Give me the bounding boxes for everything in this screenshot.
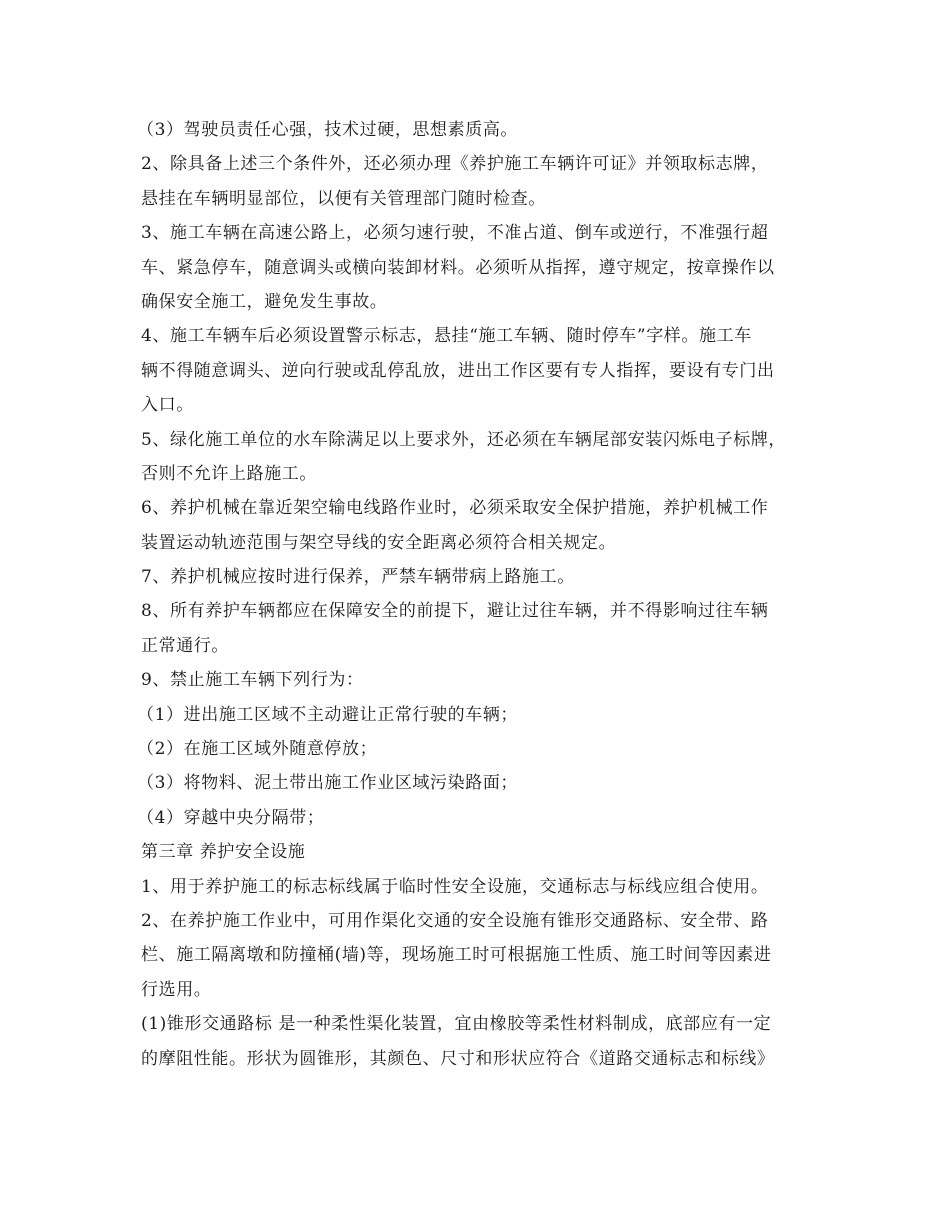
- text-line: （2）在施工区域外随意停放；: [137, 739, 378, 760]
- text-line: （3）驾驶员责任心强，技术过硬，思想素质高。: [137, 120, 519, 140]
- text-line: 2、在养护施工作业中，可用作渠化交通的安全设施有锥形交通路标、安全带、路: [141, 910, 769, 931]
- text-line: 悬挂在车辆明显部位，以便有关管理部门随时检查。: [141, 188, 546, 209]
- text-line: 辆不得随意调头、逆向行驶或乱停乱放，进出工作区要有专人指挥，要设有专门出: [141, 360, 775, 381]
- text-line: (1)锥形交通路标 是一种柔性渠化装置，宜由橡胶等柔性材料制成，底部应有一定: [141, 1014, 772, 1035]
- text-line: 确保安全施工，避免发生事故。: [141, 291, 388, 312]
- chapter-heading: 第三章 养护安全设施: [141, 842, 306, 863]
- text-line: 8、所有养护车辆都应在保障安全的前提下，避让过往车辆，并不得影响过往车辆: [141, 601, 769, 622]
- text-line: 装置运动轨迹范围与架空导线的安全距离必须符合相关规定。: [141, 532, 617, 553]
- text-line: 否则不允许上路施工。: [141, 463, 317, 484]
- text-line: 栏、施工隔离墩和防撞桶(墙)等，现场施工时可根据施工性质、施工时间等因素进: [141, 945, 772, 966]
- text-line: 的摩阻性能。形状为圆锥形，其颜色、尺寸和形状应符合《道路交通标志和标线》: [141, 1048, 775, 1069]
- text-line: 4、施工车辆车后必须设置警示标志，悬挂“施工车辆、随时停车”字样。施工车: [141, 326, 752, 347]
- text-line: （1）进出施工区域不主动避让正常行驶的车辆；: [137, 704, 519, 725]
- text-line: 2、除具备上述三个条件外，还必须办理《养护施工车辆许可证》并领取标志牌，: [141, 154, 769, 175]
- text-line: 7、养护机械应按时进行保养，严禁车辆带病上路施工。: [141, 567, 575, 588]
- text-line: 6、养护机械在靠近架空输电线路作业时，必须采取安全保护措施，养护机械工作: [141, 498, 769, 519]
- text-line: 车、紧急停车，随意调头或横向装卸材料。必须听从指挥，遵守规定，按章操作以: [141, 257, 775, 278]
- text-line: 5、绿化施工单位的水车除满足以上要求外，还必须在车辆尾部安装闪烁电子标牌，: [141, 429, 787, 450]
- text-line: （4）穿越中央分隔带；: [137, 807, 325, 828]
- text-line: （3）将物料、泥土带出施工作业区域污染路面；: [137, 773, 519, 794]
- text-line: 1、用于养护施工的标志标线属于临时性安全设施，交通标志与标线应组合使用。: [141, 876, 769, 897]
- text-line: 行选用。: [141, 979, 212, 1000]
- document-body: [137, 113, 821, 1076]
- text-line: 入口。: [141, 395, 194, 416]
- text-line: 9、禁止施工车辆下列行为：: [141, 670, 364, 691]
- text-line: 正常通行。: [141, 635, 229, 656]
- text-line: 3、施工车辆在高速公路上，必须匀速行驶，不准占道、倒车或逆行，不准强行超: [141, 223, 769, 244]
